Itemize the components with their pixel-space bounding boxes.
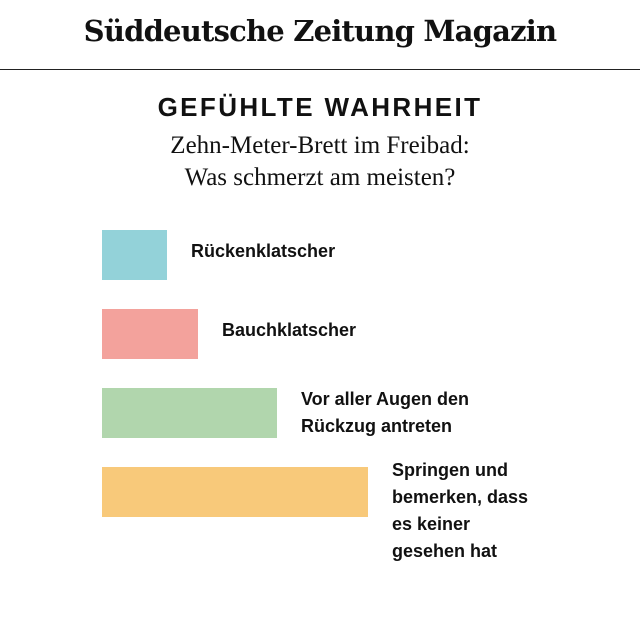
bar-label-1 — [191, 238, 335, 265]
chart-title: GEFÜHLTE WAHRHEIT — [157, 92, 483, 122]
bar-label-line: Vor aller Augen den — [301, 389, 470, 409]
bar-label-line: Bauchklatscher — [222, 320, 357, 340]
bar-label-2 — [222, 317, 356, 344]
bar-1 — [102, 230, 167, 280]
bar-label-line: gesehen hat — [392, 541, 498, 561]
bar-label-line: Rückzug antreten — [301, 416, 453, 436]
bar-label-3 — [301, 386, 469, 440]
bar-4 — [102, 467, 368, 517]
bar-2 — [102, 309, 198, 359]
chart-subtitle-line: Was schmerzt am meisten? — [184, 164, 456, 191]
bar-label-4 — [392, 457, 528, 565]
bar-label-line: Springen und — [392, 460, 508, 480]
bar-label-line: Rückenklatscher — [191, 241, 336, 261]
bar-3 — [102, 388, 277, 438]
masthead-logo: Süddeutsche Zeitung Magazin — [83, 14, 557, 48]
bar-label-line: bemerken, dass — [392, 487, 529, 507]
bar-label-line: es keiner — [392, 514, 471, 534]
chart-subtitle-line: Zehn-Meter-Brett im Freibad: — [170, 132, 470, 159]
